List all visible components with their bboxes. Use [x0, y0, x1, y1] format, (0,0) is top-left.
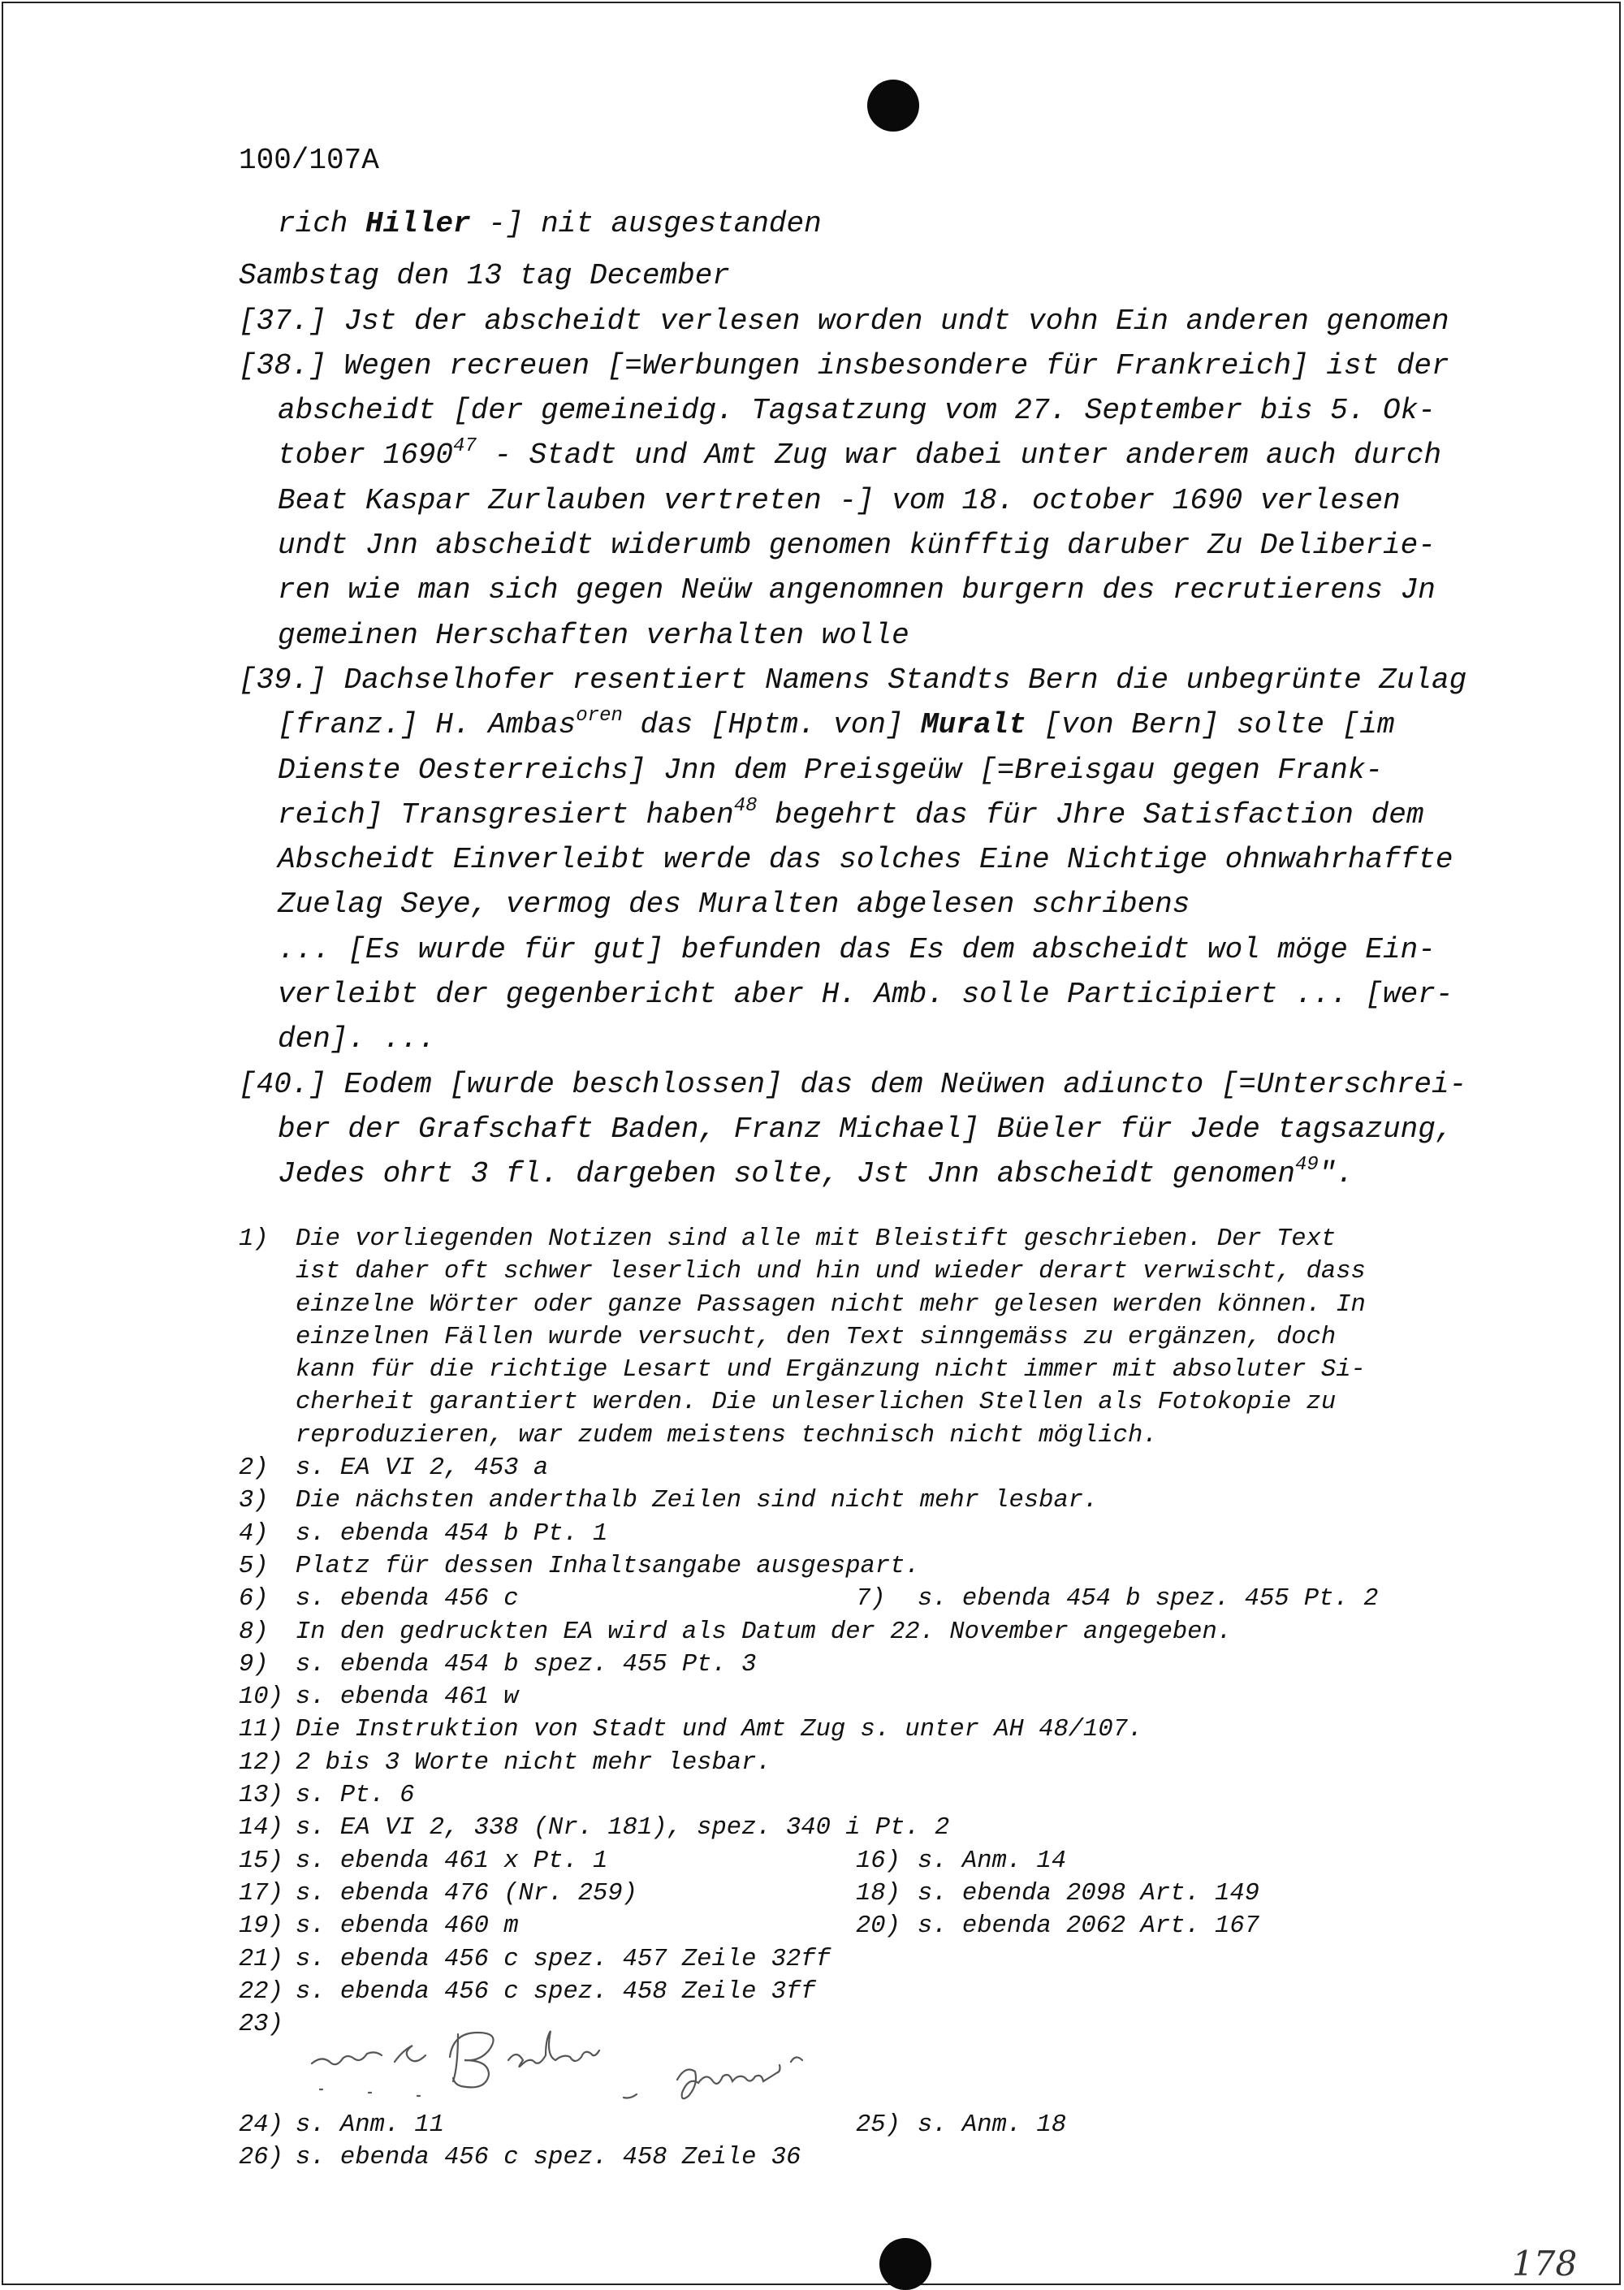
footnote-text: kann für die richtige Lesart und Ergänzung nicht immer mit absoluter Si- — [296, 1356, 1366, 1385]
footnote-number: 26) — [239, 2144, 283, 2172]
footnote — [239, 1681, 1505, 1713]
footnote-number: 7) — [856, 1585, 886, 1614]
text-span: - Stadt und Amt Zug war dabei unter anderem auch durch — [476, 439, 1442, 473]
footnote — [239, 1550, 1505, 1583]
text-span: -] nit ausgestanden — [470, 207, 822, 240]
text-line — [239, 702, 1489, 747]
text-line — [239, 927, 1489, 972]
footnote-text: s. ebenda 456 c spez. 458 Zeile 3ff — [296, 1977, 816, 2006]
footnote-number: 6) — [239, 1585, 269, 1614]
punch-hole-top — [867, 80, 919, 132]
footnote-number: 17) — [239, 1879, 283, 1908]
footnote-text: s. Anm. 18 — [918, 2111, 1067, 2140]
footnote-text: s. EA VI 2, 338 (Nr. 181), spez. 340 i Pt. 2 — [296, 1814, 950, 1843]
footnote-text: s. ebenda 454 b spez. 455 Pt. 3 — [296, 1650, 757, 1679]
text-line — [239, 837, 1489, 882]
text-span: Beat Kaspar Zurlauben vertreten -] vom 18. october 1690 verlesen — [278, 483, 1401, 517]
text-line — [239, 1017, 1489, 1061]
footnote — [239, 1518, 1505, 1550]
footnote — [239, 2109, 1505, 2141]
footnote-number: 14) — [239, 1814, 283, 1843]
page-number: 178 — [1512, 2244, 1578, 2284]
text-span: [franz.] H. Ambas — [278, 708, 577, 742]
text-line — [239, 523, 1489, 568]
footnote-text: s. ebenda 460 m — [296, 1912, 519, 1941]
text-line — [239, 1062, 1489, 1107]
footnote-ref: 49 — [1295, 1154, 1319, 1177]
footnote-number: 19) — [239, 1912, 283, 1941]
footnote — [239, 1648, 1505, 1681]
text-line — [239, 299, 1489, 344]
text-span: das [Hptm. von] — [622, 708, 922, 742]
text-line — [239, 201, 1489, 246]
footnote — [239, 2008, 1505, 2109]
text-span: tober 1690 — [278, 439, 454, 473]
text-span: ber der Grafschaft Baden, Franz Michael] Büeler für Jede tagsazung, — [278, 1112, 1453, 1146]
footnote-number: 4) — [239, 1519, 269, 1548]
footnote-text: Platz für dessen Inhaltsangabe ausgespart. — [296, 1552, 920, 1580]
footnote-text: Die nächsten anderthalb Zeilen sind nicht mehr lesbar. — [296, 1487, 1099, 1515]
text-span: ren wie man sich gegen Neüw angenomnen burgern des recrutierens Jn — [278, 573, 1436, 607]
footnote-number: 5) — [239, 1552, 269, 1580]
footnote-number: 20) — [856, 1912, 901, 1941]
footnote-number: 11) — [239, 1716, 283, 1744]
text-line — [239, 388, 1489, 433]
footnote-number: 18) — [856, 1879, 901, 1908]
footnote-text: s. Anm. 14 — [918, 1847, 1067, 1875]
footnote-text: In den gedruckten EA wird als Datum der 22. November angegeben. — [296, 1618, 1233, 1646]
text-line — [239, 478, 1489, 523]
footnote-number: 10) — [239, 1683, 283, 1712]
text-span: Zuelag Seye, vermog des Muralten abgelesen schribens — [278, 888, 1190, 922]
footnote — [239, 1616, 1505, 1648]
footnote-ref: 48 — [733, 794, 758, 817]
footnote — [239, 1910, 1505, 1942]
footnote-text: 2 bis 3 Worte nicht mehr lesbar. — [296, 1748, 771, 1777]
text-line — [239, 568, 1489, 612]
footnote-number: 25) — [856, 2111, 901, 2140]
text-line — [239, 793, 1489, 837]
text-line — [239, 344, 1489, 388]
text-line — [239, 658, 1489, 702]
footnote — [239, 1583, 1505, 1615]
footnote — [239, 1419, 1505, 1452]
footnote-text: s. ebenda 461 x Pt. 1 — [296, 1847, 608, 1875]
text-span: [39.] Dachselhofer resentiert Namens Standts Bern die unbegrünte Zulag — [239, 663, 1467, 697]
text-line — [239, 882, 1489, 927]
footnote — [239, 2141, 1505, 2174]
footnote-number: 15) — [239, 1847, 283, 1875]
name-bold: Hiller — [365, 207, 471, 240]
footnote — [239, 1452, 1505, 1484]
text-span: [von Bern] solte [im — [1026, 708, 1395, 742]
text-line — [239, 1151, 1489, 1196]
footnote-text: cherheit garantiert werden. Die unleserlichen Stellen als Fotokopie zu — [296, 1389, 1337, 1417]
footnote-text: s. ebenda 2062 Art. 167 — [918, 1912, 1259, 1941]
footnote — [239, 1386, 1505, 1419]
footnote-text: s. Anm. 11 — [296, 2111, 445, 2140]
footnote-text: s. ebenda 454 b Pt. 1 — [296, 1519, 608, 1548]
footnote — [239, 1321, 1505, 1354]
text-span: Jedes ohrt 3 fl. dargeben solte, Jst Jnn abscheidt genomen — [278, 1157, 1296, 1191]
text-line — [239, 253, 1489, 298]
footnote — [239, 1255, 1505, 1288]
footnote-number: 9) — [239, 1650, 269, 1679]
text-span: reich] Transgresiert haben — [278, 797, 734, 832]
footnote — [239, 1354, 1505, 1386]
footnote — [239, 1747, 1505, 1779]
footnote-text: s. ebenda 2098 Art. 149 — [918, 1879, 1259, 1908]
text-span: rich — [278, 207, 366, 240]
footnote-text: s. ebenda 456 c spez. 458 Zeile 36 — [296, 2144, 801, 2172]
handwritten-note — [296, 2015, 864, 2104]
text-span: ". — [1318, 1157, 1354, 1191]
footnote-text: s. ebenda 476 (Nr. 259) — [296, 1879, 637, 1908]
footnote — [239, 1976, 1505, 2008]
footnote-number: 23) — [239, 2011, 283, 2039]
text-span: verleibt der gegenbericht aber H. Amb. solle Participiert ... [wer- — [278, 978, 1453, 1012]
text-span: Dienste Oesterreichs] Jnn dem Preisgeüw [=Breisgau gegen Frank- — [278, 753, 1384, 787]
footnote-number: 22) — [239, 1977, 283, 2006]
footnote-text: s. EA VI 2, 453 a — [296, 1454, 549, 1483]
footnote-text: s. Pt. 6 — [296, 1782, 415, 1810]
footnote — [239, 1779, 1505, 1812]
footnote-text: einzelnen Fällen wurde versucht, den Text sinngemäss zu ergänzen, doch — [296, 1323, 1337, 1351]
footnote-number: 1) — [239, 1225, 269, 1253]
footnote — [239, 1943, 1505, 1976]
text-line — [239, 972, 1489, 1017]
footnote — [239, 1713, 1505, 1746]
text-span: gemeinen Herschaften verhalten wolle — [278, 618, 909, 652]
footnote-text: reproduzieren, war zudem meistens technisch nicht möglich. — [296, 1421, 1158, 1450]
footnote-text: Die vorliegenden Notizen sind alle mit Bleistift geschrieben. Der Text — [296, 1225, 1337, 1253]
footnote-ref: oren — [576, 705, 623, 728]
text-span: abscheidt [der gemeineidg. Tagsatzung vom 27. September bis 5. Ok- — [278, 394, 1436, 428]
text-span: begehrt das für Jhre Satisfaction dem — [757, 797, 1424, 832]
footnote-text: Die Instruktion von Stadt und Amt Zug s. unter AH 48/107. — [296, 1716, 1143, 1744]
footnote-ref: 47 — [453, 435, 477, 458]
footnote — [239, 1812, 1505, 1844]
text-line — [239, 748, 1489, 793]
text-span: ... [Es wurde für gut] befunden das Es dem abscheidt wol möge Ein- — [278, 932, 1436, 966]
footnote-number: 12) — [239, 1748, 283, 1777]
name-bold: Muralt — [921, 708, 1026, 742]
document-reference: 100/107A — [239, 144, 379, 177]
text-span: undt Jnn abscheidt widerumb genomen künfftig daruber Zu Deliberie- — [278, 529, 1436, 563]
footnote-text: einzelne Wörter oder ganze Passagen nicht mehr gelesen werden können. In — [296, 1290, 1366, 1319]
footnote-number: 24) — [239, 2111, 283, 2140]
footnote — [239, 1223, 1505, 1255]
footnote — [239, 1289, 1505, 1321]
text-span: Sambstag den 13 tag December — [239, 259, 730, 293]
footnote-number: 13) — [239, 1782, 283, 1810]
footnote-text: s. ebenda 461 w — [296, 1683, 519, 1712]
text-span: [37.] Jst der abscheidt verlesen worden undt vohn Ein anderen genomen — [239, 304, 1449, 338]
text-span: Abscheidt Einverleibt werde das solches Eine Nichtige ohnwahrhaffte — [278, 843, 1453, 877]
footnote-number: 2) — [239, 1454, 269, 1483]
footnote-text: s. ebenda 456 c — [296, 1585, 519, 1614]
footnote-number: 3) — [239, 1487, 269, 1515]
footnote-text: s. ebenda 454 b spez. 455 Pt. 2 — [918, 1585, 1379, 1614]
footnote-number: 8) — [239, 1618, 269, 1646]
footnote-text: s. ebenda 456 c spez. 457 Zeile 32ff — [296, 1945, 831, 1973]
footnote — [239, 1877, 1505, 1910]
transcription-body — [239, 201, 1489, 1197]
punch-hole-bottom — [879, 2238, 931, 2290]
text-line — [239, 433, 1489, 477]
footnote-number: 16) — [856, 1847, 901, 1875]
text-span: [38.] Wegen recreuen [=Werbungen insbesondere für Frankreich] ist der — [239, 348, 1449, 382]
text-span: den]. ... — [278, 1022, 436, 1056]
footnote-text: ist daher oft schwer leserlich und hin und wieder derart verwischt, dass — [296, 1258, 1366, 1286]
footnote-number: 21) — [239, 1945, 283, 1973]
text-line — [239, 613, 1489, 658]
text-line — [239, 1107, 1489, 1151]
footnote — [239, 1845, 1505, 1877]
footnote — [239, 1484, 1505, 1517]
footnotes — [239, 1223, 1505, 2175]
text-span: [40.] Eodem [wurde beschlossen] das dem Neüwen adiuncto [=Unterschrei- — [239, 1067, 1467, 1101]
